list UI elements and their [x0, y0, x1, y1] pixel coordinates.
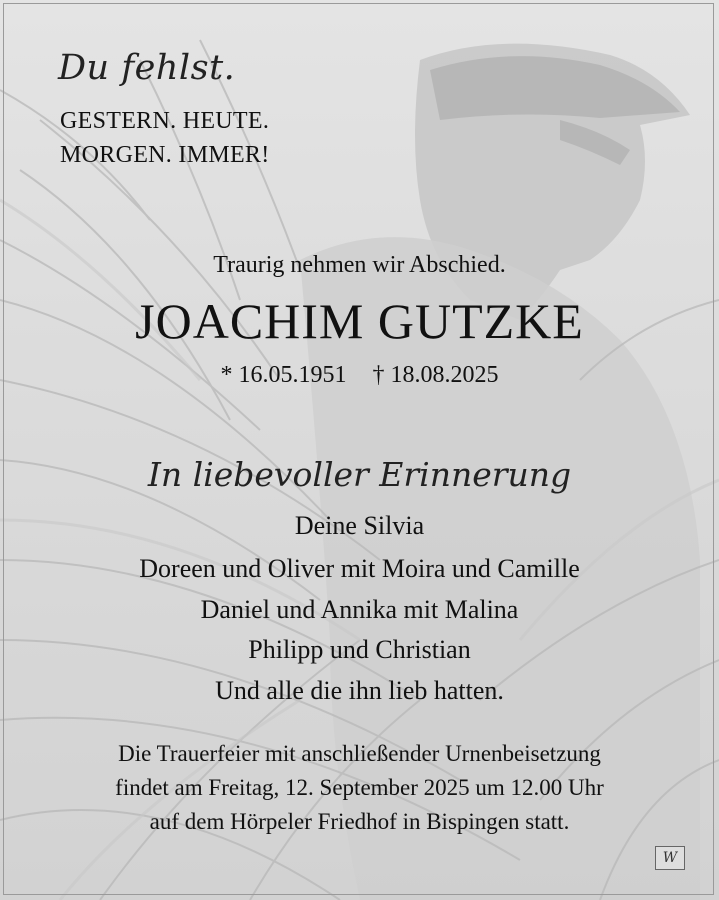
deceased-name: JOACHIM GUTZKE: [135, 293, 584, 349]
family-line: Philipp und Christian: [248, 635, 471, 664]
motto-line: GESTERN. HEUTE.: [60, 108, 270, 134]
ceremony-line: Die Trauerfeier mit anschließender Urnenbeisetzung: [118, 741, 601, 766]
family-line: Deine Silvia: [294, 511, 425, 540]
family-line: Und alle die ihn lieb hatten.: [215, 676, 504, 705]
ceremony-line: auf dem Hörpeler Friedhof in Bispingen statt.: [149, 809, 570, 834]
birth-date: * 16.05.1951: [220, 362, 347, 388]
ceremony-line: findet am Freitag, 12. September 2025 um 12.00 Uhr: [115, 775, 604, 800]
motto-title: Du fehlst.: [58, 48, 236, 88]
family-line: Doreen und Oliver mit Moira und Camille: [139, 554, 580, 583]
memory-heading: In liebevoller Erinnerung: [147, 455, 572, 494]
death-date: † 18.08.2025: [372, 362, 499, 388]
family-line: Daniel und Annika mit Malina: [200, 595, 519, 624]
publisher-logo: W: [655, 846, 685, 870]
motto-line: MORGEN. IMMER!: [60, 142, 270, 168]
life-dates: [0, 362, 719, 389]
announcement-intro: Traurig nehmen wir Abschied.: [213, 252, 506, 278]
